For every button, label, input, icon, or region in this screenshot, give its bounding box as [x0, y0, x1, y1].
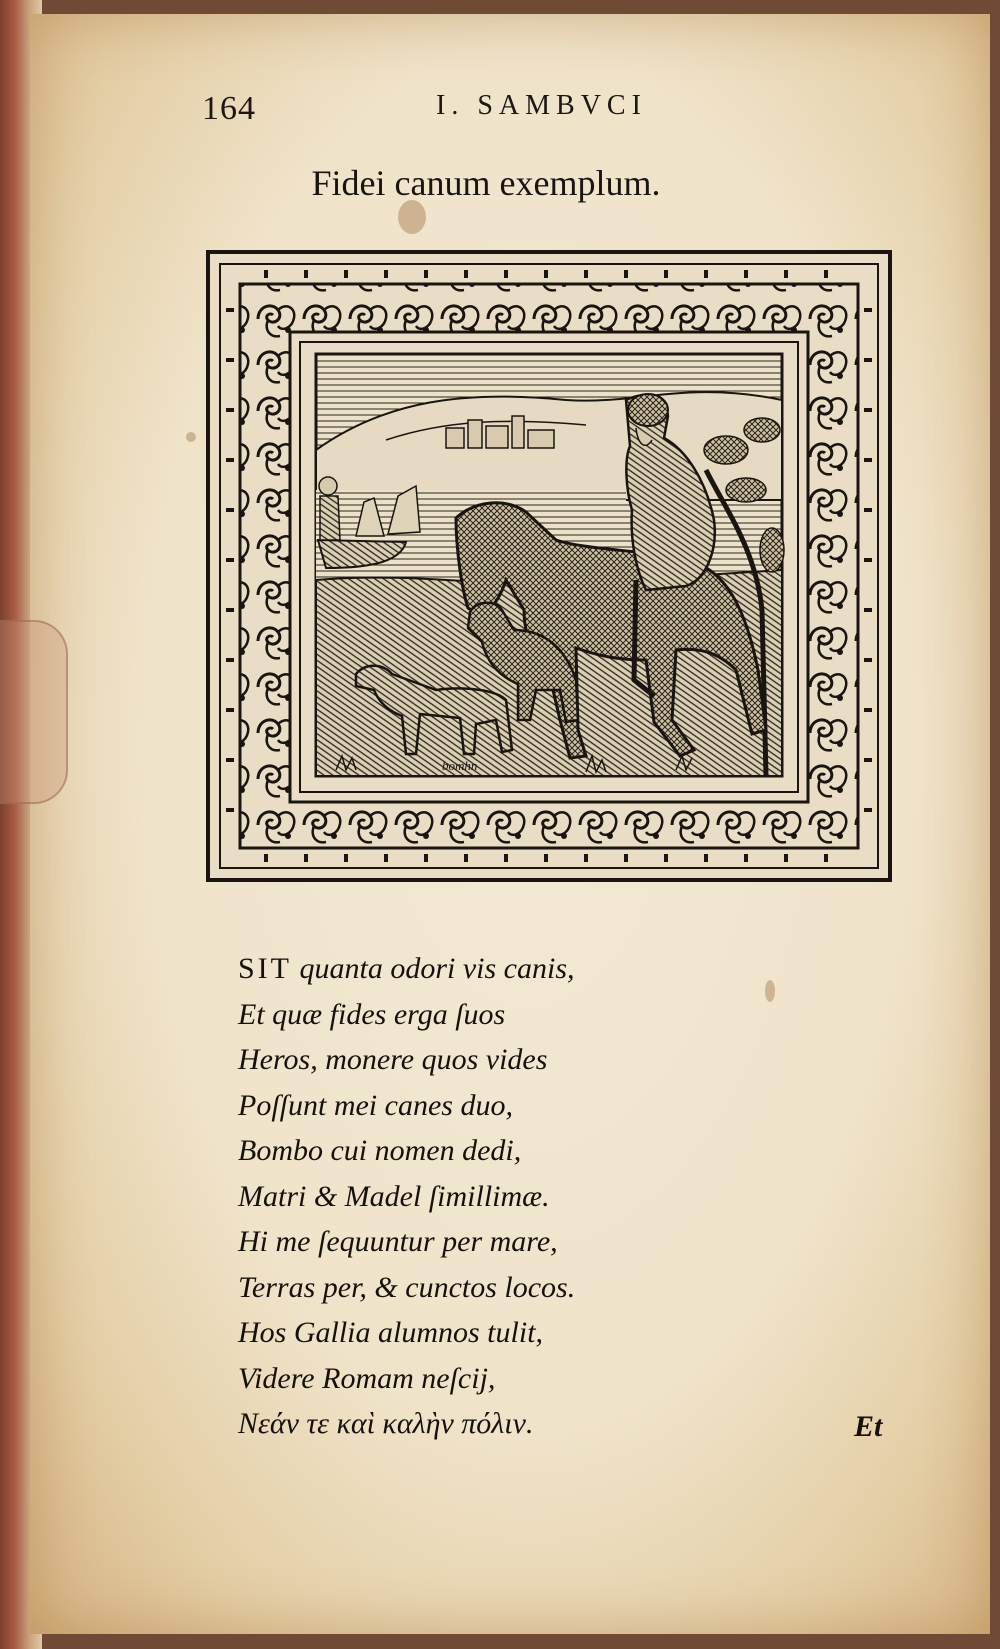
- foxing-spot: [186, 432, 196, 442]
- ink-blot: [398, 200, 426, 234]
- running-head: I. SAMBVCI: [436, 90, 647, 121]
- poem-line-lead: SIT: [238, 952, 292, 985]
- poem: [238, 946, 888, 1447]
- poem-line: [238, 1265, 888, 1311]
- poem-line-text: Poſſunt mei canes duo,: [238, 1088, 513, 1122]
- poem-line: [238, 946, 888, 992]
- engraver-signature: bomhn: [442, 758, 478, 773]
- poem-line: [238, 1037, 888, 1083]
- book-page: [30, 14, 990, 1634]
- poem-line-text: Νεάν τε καὶ καλὴν πόλιν.: [238, 1407, 534, 1440]
- poem-line-text: Et quæ fides erga ſuos: [238, 997, 506, 1031]
- poem-line: [238, 1356, 888, 1402]
- woodcut-illustration: [206, 250, 892, 882]
- poem-line: [238, 1083, 888, 1129]
- poem-line: [238, 1128, 888, 1174]
- poem-line-text: Matri & Madel ſimillimæ.: [238, 1179, 550, 1213]
- poem-line-text: Videre Romam neſcij,: [238, 1361, 496, 1395]
- poem-line-text: Terras per, & cunctos locos.: [238, 1270, 576, 1304]
- page-number: 164: [202, 90, 256, 127]
- poem-line: [238, 1310, 888, 1356]
- catchword: Et: [854, 1410, 883, 1443]
- poem-line-text: Hi me ſequuntur per mare,: [238, 1225, 558, 1258]
- poem-line: [238, 1174, 888, 1220]
- poem-line-text: Hos Gallia alumnos tulit,: [238, 1316, 544, 1349]
- poem-line: [238, 1219, 888, 1265]
- page-header: [30, 76, 990, 136]
- poem-line-text: quanta odori vis canis,: [292, 952, 575, 985]
- poem-line-text: Heros, monere quos vides: [238, 1043, 548, 1076]
- bookmark-ribbon: [0, 620, 68, 804]
- poem-line-text: Bombo cui nomen dedi,: [238, 1134, 522, 1167]
- emblem-title: Fidei canum exemplum.: [311, 163, 661, 203]
- poem-line: [238, 992, 888, 1038]
- poem-line: [238, 1401, 888, 1447]
